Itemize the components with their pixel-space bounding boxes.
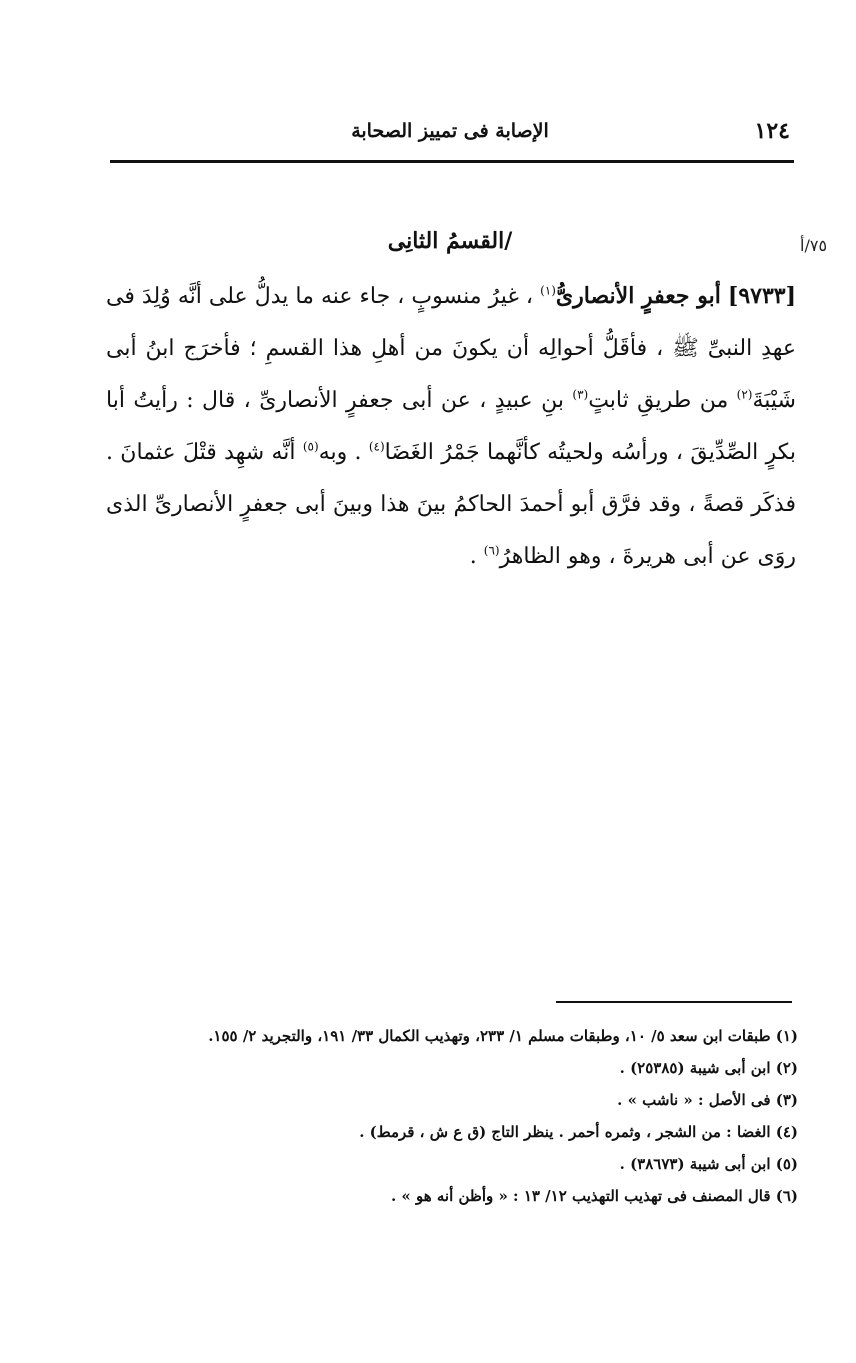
footnotes-list: [108, 1020, 798, 1212]
footnote-2: (٢) ابن أبى شيبة (٢٥٣٨٥) .: [619, 1059, 798, 1077]
header-rule: [110, 160, 794, 163]
entry-text-3: بنِ عبيدٍ ، عن أبى جعفرٍ الأنصارىِّ ، قال : رأيتُ أبا بكرٍ الصِّدِّيقَ ، ورأسُه ولحيتُه كأنَّهما جَمْرُ الغَضَا: [106, 388, 796, 465]
running-title: الإصابة فى تمييز الصحابة: [351, 120, 549, 142]
entry-number: [٩٧٣٣]: [727, 283, 796, 309]
entry-text-6: .: [469, 544, 484, 569]
page-number: ١٢٤: [754, 118, 790, 144]
footnote-ref-1[interactable]: (١): [540, 283, 556, 298]
footnote-6: (٦) قال المصنف فى تهذيب التهذيب ١٢/ ١٣ : « وأظن أنه هو » .: [390, 1187, 798, 1205]
footnote-rule: [556, 1001, 792, 1003]
footnote-4: (٤) الغضا : من الشجر ، وثمره أحمر . ينظر التاج (ق ع ش ، قرمط) .: [359, 1123, 798, 1141]
footnote-1: (١) طبقات ابن سعد ٥/ ١٠، وطبقات مسلم ١/ ٢٣٣، وتهذيب الكمال ٣٣/ ١٩١، والتجريد ٢/ ١٥٥.: [208, 1027, 798, 1045]
section-title: /القسمُ الثانِى: [387, 228, 513, 254]
footnote-ref-4[interactable]: (٤): [368, 439, 385, 454]
entry-name: أبو جعفرٍ الأنصارىُّ: [555, 283, 721, 309]
footnote-ref-2[interactable]: (٢): [736, 387, 753, 402]
entry-text-4: . وبه: [318, 440, 369, 465]
page-header: [110, 118, 790, 154]
entry-text-5: أنَّه شهِد قتْلَ عثمانَ . فذكَر قصةً ، وقد فرَّق أبو أحمدَ الحاكمُ بينَ هذا وبينَ أبى جعفرٍ الأنصارىِّ الذى روَى عن أبى هريرةَ ، وهو الظاهرُ: [106, 440, 796, 569]
entry-text-1: ، غيرُ منسوبٍ ، جاء عنه ما يدلُّ على أنَّه وُلِدَ فى عهدِ النبىِّ ﷺ ، فأقَلُّ أحوالِه أن يكونَ من أهلِ هذا القسمِ ؛ فأخرَج ابنُ أبى شَيْبَةَ: [106, 284, 796, 413]
footnote-5: (٥) ابن أبى شيبة (٣٨٦٧٣) .: [619, 1155, 798, 1173]
footnote-ref-3[interactable]: (٣): [572, 387, 589, 402]
footnote-3: (٣) فى الأصل : « ناشب » .: [617, 1091, 798, 1109]
footnote-ref-5[interactable]: (٥): [302, 439, 319, 454]
entry-paragraph: [106, 270, 796, 583]
footnote-ref-6[interactable]: (٦): [483, 543, 500, 558]
margin-note: ٧٥/أ: [800, 236, 828, 255]
entry-text-2: من طريقِ ثابتٍ: [588, 388, 737, 413]
